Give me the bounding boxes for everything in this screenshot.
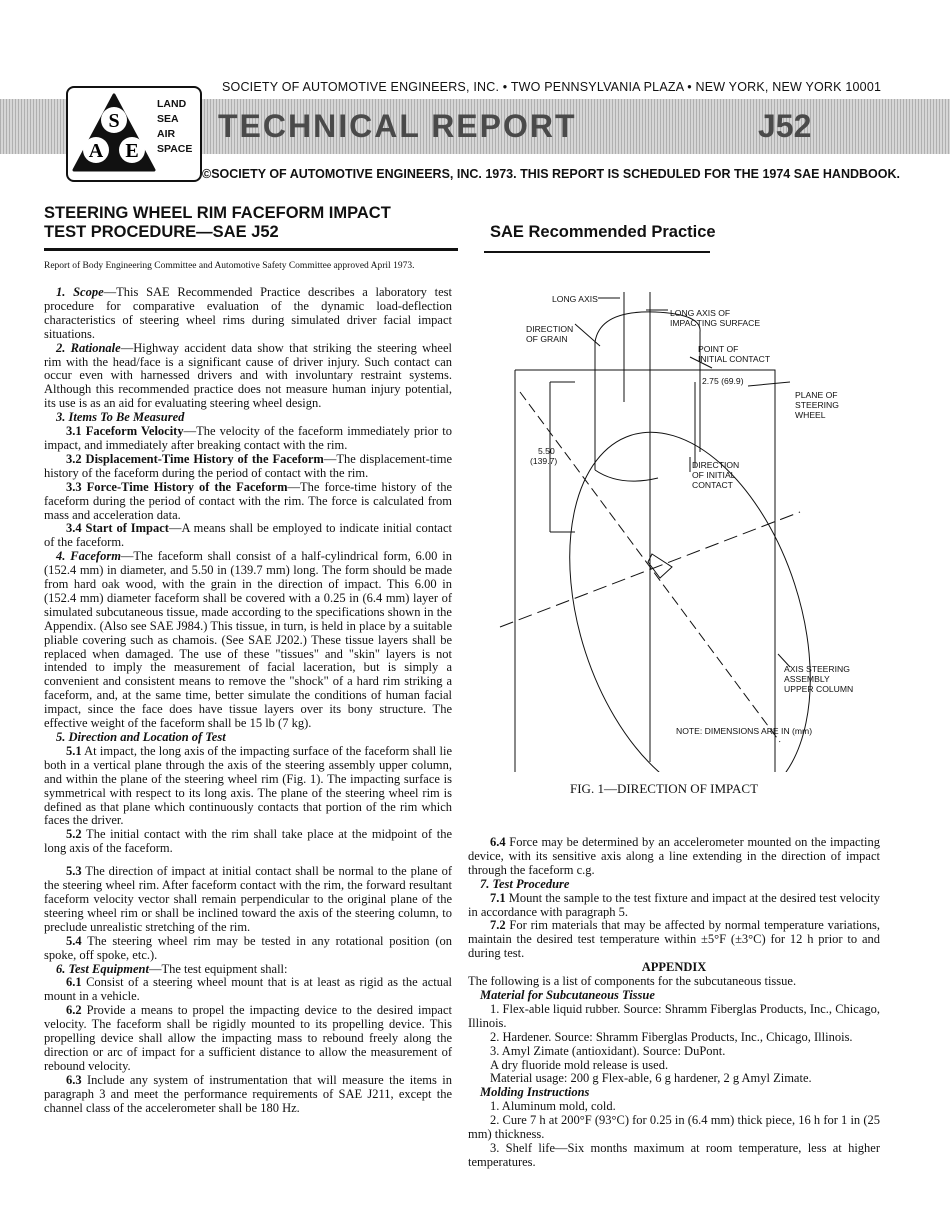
- paragraph: [44, 865, 452, 935]
- paragraph-body: Mount the sample to the test fixture and impact at the desired test velocity in accordance with paragraph 5.: [468, 890, 880, 919]
- paragraph: [44, 1074, 452, 1116]
- paragraph: [468, 1086, 880, 1100]
- paragraph-lead: 1. Scope: [56, 285, 104, 299]
- paragraph-body: —The velocity of the faceform immediately prior to impact, and immediately after breaking contact with the rim.: [44, 424, 452, 452]
- paragraph: [44, 453, 452, 481]
- logo-words: [157, 97, 192, 157]
- label-impacting-surface: IMPACTING SURFACE: [670, 318, 761, 328]
- wheel-rim: [526, 401, 854, 772]
- paragraph-lead: 4. Faceform: [56, 549, 121, 564]
- paragraph-body: For rim materials that may be affected by normal temperature variations, maintain the desired test temperature within ±5°F (±3°C) for 12 h prior to and during test.: [468, 918, 880, 961]
- right-column: [468, 836, 880, 1170]
- label-dim-550: 5.50: [538, 446, 555, 456]
- paragraph: [44, 745, 452, 828]
- paragraph: Material usage: 200 g Flex-able, 6 g hardener, 2 g Amyl Zimate.: [490, 1071, 812, 1086]
- paragraph: 2. Cure 7 h at 200°F (93°C) for 0.25 in (6.4 mm) thick piece, 16 h for 1 in (25 mm) thickness.: [468, 1113, 880, 1142]
- document-title: [44, 204, 391, 242]
- paragraph: [468, 989, 880, 1003]
- paragraph: [468, 919, 880, 961]
- label-long-axis-of: LONG AXIS OF: [670, 308, 731, 318]
- title-rule: [44, 248, 458, 251]
- paragraph-body: The steering wheel rim may be tested in any rotational position (on spoke, off spoke, etc.).: [44, 933, 452, 962]
- paragraph: [44, 550, 452, 731]
- paragraph-lead: 5. Direction and Location of Test: [56, 730, 226, 744]
- paragraph: [468, 878, 880, 892]
- paragraph: [44, 286, 452, 342]
- report-code: J52: [758, 108, 812, 144]
- label-note: NOTE: DIMENSIONS ARE IN (mm): [676, 726, 813, 736]
- practice-rule: [484, 251, 710, 253]
- faceform-sides: [595, 332, 700, 470]
- label-of-initial: OF INITIAL: [692, 470, 736, 480]
- paragraph: [44, 425, 452, 453]
- paragraph-lead: 6.1: [66, 975, 82, 990]
- paragraph-lead: Molding Instructions: [480, 1085, 590, 1100]
- paragraph: 2. Hardener. Source: Shramm Fiberglas Products, Inc., Chicago, Illinois.: [490, 1029, 853, 1044]
- paragraph: [44, 731, 452, 745]
- label-dim-1397: (139.7): [530, 456, 558, 466]
- label-direction: DIRECTION: [526, 324, 574, 334]
- label-initial-contact: INITIAL CONTACT: [698, 354, 771, 364]
- label-of-grain: OF GRAIN: [526, 334, 568, 344]
- long-axis-lines: [624, 292, 650, 762]
- label-contact: CONTACT: [692, 480, 733, 490]
- logo-word: SPACE: [157, 143, 193, 155]
- paragraph-body: Include any system of instrumentation that will measure the items in paragraph 3 and meet the performance requirements of SAE J211, except the channel class of the accelerometer shall be 180 Hz.: [44, 1072, 452, 1115]
- title-line-2: TEST PROCEDURE—SAE J52: [44, 223, 279, 241]
- paragraph-body: Force may be determined by an accelerometer mounted on the impacting device, with its sensitive axis along a line extending in the direction of impact through the faceform c.g.: [468, 835, 880, 877]
- paragraph-body: —A means shall be employed to indicate initial contact of the faceform.: [44, 521, 452, 550]
- committee-line: Report of Body Engineering Committee and Automotive Safety Committee approved April 1973.: [44, 261, 415, 271]
- paragraph: [44, 481, 452, 523]
- logo-letter-a: A: [88, 140, 104, 162]
- sae-logo-emblem: [70, 92, 158, 174]
- faceform-bottom: [595, 470, 658, 481]
- paragraph: [44, 935, 452, 963]
- logo-letter-e: E: [125, 140, 139, 162]
- paragraph: [44, 411, 452, 425]
- paragraph-lead: 2. Rationale: [56, 340, 121, 355]
- paragraph-lead: 3.1 Faceform Velocity: [66, 424, 184, 439]
- logo-word: AIR: [157, 128, 176, 140]
- appendix-heading: APPENDIX: [641, 960, 707, 975]
- paragraph-lead: 7. Test Procedure: [480, 876, 570, 891]
- paragraph-body: The initial contact with the rim shall take place at the midpoint of the long axis of the faceform.: [44, 827, 452, 856]
- paragraph-body: —The displacement-time history of the faceform during the period of contact with the rim.: [44, 451, 453, 480]
- label-upper-column: UPPER COLUMN: [784, 684, 854, 694]
- paragraph-lead: 7.2: [490, 918, 506, 933]
- paragraph-body: —Highway accident data show that striking the steering wheel rim with the head/face is a significant cause of driver injury. Such contact can occur even with harnessed drivers and with involuntary restraint systems. Although this recommended practice does not measure human injury potential, its use is as an aid for evaluating steering wheel design.: [44, 340, 452, 411]
- paragraph-body: —The faceform shall consist of a half-cylindrical form, 6.00 in (152.4 mm) in diameter, and 5.50 in (139.7 mm) long. The form should be made from hard oak wood, with the grain in the direction of impact. This 6.00 in (152.4 mm) diameter faceform shall be covered with a 0.25 in (6.4 mm) layer of simulated subcutaneous tissue, made according to the specifications shown in the Appendix. (Also see SAE J984.) This tissue, in turn, is held in place by a suitable pliable covering such as chamois. (See SAE J202.) These tissue layers shall be replaced when damaged. The use of these "tissues" and "skin" layers is not intended to imply the measurement of facial laceration, but is simply a convenient and consistent means to remove the "shock" of a hard rim striking a faceform, and, at the same time, better simulate the conditions of human facial impact, since the face does have tissue layers over its bony structure. The effective weight of the faceform shall be 15 lb (7 kg).: [44, 549, 452, 731]
- paragraph: 3. Amyl Zimate (antioxidant). Source: DuPont.: [490, 1043, 726, 1058]
- paragraph: [44, 522, 452, 550]
- paragraph-body: —This SAE Recommended Practice describes a laboratory test procedure for comparative evaluation of the dynamic load-deflection characteristics of steering wheel rims during simulated driver facial impact situations.: [44, 285, 452, 341]
- paragraph: The following is a list of components for the subcutaneous tissue.: [468, 974, 797, 989]
- logo-word: SEA: [157, 113, 179, 125]
- paragraph: 1. Aluminum mold, cold.: [490, 1099, 616, 1114]
- paragraph-lead: 5.1: [66, 743, 82, 758]
- figure-direction-of-impact: [480, 282, 880, 772]
- paragraph-lead: 6. Test Equipment: [56, 961, 149, 976]
- paragraph: [44, 963, 452, 977]
- paragraph-lead: Material for Subcutaneous Tissue: [480, 987, 655, 1002]
- paragraph: [44, 342, 452, 412]
- label-dim-275: 2.75 (69.9): [702, 376, 744, 386]
- report-title: TECHNICAL REPORT: [218, 108, 577, 144]
- paragraph: [44, 976, 452, 1004]
- left-column: [44, 286, 452, 1115]
- label-point-of: POINT OF: [698, 344, 739, 354]
- label-axis-steering: AXIS STEERING: [784, 664, 850, 674]
- label-long-axis: LONG AXIS: [552, 294, 598, 304]
- paragraph: [44, 828, 452, 856]
- paragraph-lead: 6.3: [66, 1072, 82, 1087]
- paragraph-lead: 5.4: [66, 933, 82, 948]
- paragraph-body: —The test equipment shall:: [148, 961, 288, 976]
- header-address: SOCIETY OF AUTOMOTIVE ENGINEERS, INC. • TWO PENNSYLVANIA PLAZA • NEW YORK, NEW YORK 10001: [222, 80, 882, 94]
- paragraph: 3. Shelf life—Six months maximum at room temperature, less at higher temperatures.: [468, 1140, 880, 1169]
- paragraph-body: The direction of impact at initial contact shall be normal to the plane of the steering wheel rim. After faceform contact with the rim, the forward resultant faceform velocity vector shall remain perpendicular to the original plane of the steering wheel rim or shall be inclined toward the axis of the steering column, to preclude unrealistic stretching of the rim.: [44, 864, 452, 934]
- paragraph-lead: 3.2 Displacement-Time History of the Faceform: [66, 451, 324, 466]
- label-steering: STEERING: [795, 400, 839, 410]
- copyright-line: ©SOCIETY OF AUTOMOTIVE ENGINEERS, INC. 1973. THIS REPORT IS SCHEDULED FOR THE 1974 SAE HANDBOOK.: [202, 167, 900, 181]
- logo-word: LAND: [157, 98, 187, 110]
- paragraph-body: Consist of a steering wheel mount that is at least as rigid as the actual mount in a vehicle.: [44, 975, 452, 1004]
- paragraph: A dry fluoride mold release is used.: [490, 1057, 669, 1072]
- paragraph-lead: 6.4: [490, 835, 506, 849]
- figure-caption: FIG. 1—DIRECTION OF IMPACT: [570, 781, 759, 796]
- label-plane-of: PLANE OF: [795, 390, 838, 400]
- paragraph-lead: 3.3 Force-Time History of the Faceform: [66, 479, 288, 494]
- paragraph-lead: 5.3: [66, 864, 82, 879]
- paragraph-body: —The force-time history of the faceform during the period of contact with the rim. The force is calculated from mass and acceleration data.: [44, 479, 452, 522]
- paragraph-lead: 5.2: [66, 827, 82, 842]
- title-line-1: STEERING WHEEL RIM FACEFORM IMPACT: [44, 204, 391, 222]
- label-wheel: WHEEL: [795, 410, 826, 420]
- label-assembly: ASSEMBLY: [784, 674, 830, 684]
- paragraph-lead: 3.4 Start of Impact: [66, 521, 169, 536]
- paragraph: [468, 892, 880, 920]
- practice-label: SAE Recommended Practice: [490, 223, 716, 241]
- paragraph-lead: 6.2: [66, 1003, 82, 1018]
- paragraph: 1. Flex-able liquid rubber. Source: Shramm Fiberglas Products, Inc., Chicago, Illinois.: [468, 1001, 880, 1030]
- paragraph-lead: 3. Items To Be Measured: [56, 410, 185, 425]
- logo-letter-s: S: [108, 110, 120, 132]
- paragraph-body: At impact, the long axis of the impacting surface of the faceform shall lie both in a vertical plane through the axis of the steering assembly upper column, and within the plane of the steering wheel rim (Fig. 1). The impacting surface is symmetrical with respect to its long axis. The plane of the steering wheel rim is defined as that plane which continuously contacts that portion of the rim which faces the driver.: [44, 743, 452, 828]
- paragraph-lead: 7.1: [490, 890, 506, 905]
- paragraph: [468, 836, 880, 878]
- label-direction-2: DIRECTION: [692, 460, 740, 470]
- paragraph: [44, 1004, 452, 1074]
- paragraph-body: Provide a means to propel the impacting device to the desired impact velocity. The faceform shall be rigidly mounted to its propelling device. This propelling device shall allow the impacting mass to rebound freely along the direction or arc of impact for a sufficient distance to allow the measurement of rebound velocity.: [44, 1003, 452, 1073]
- steering-plane: [515, 370, 775, 772]
